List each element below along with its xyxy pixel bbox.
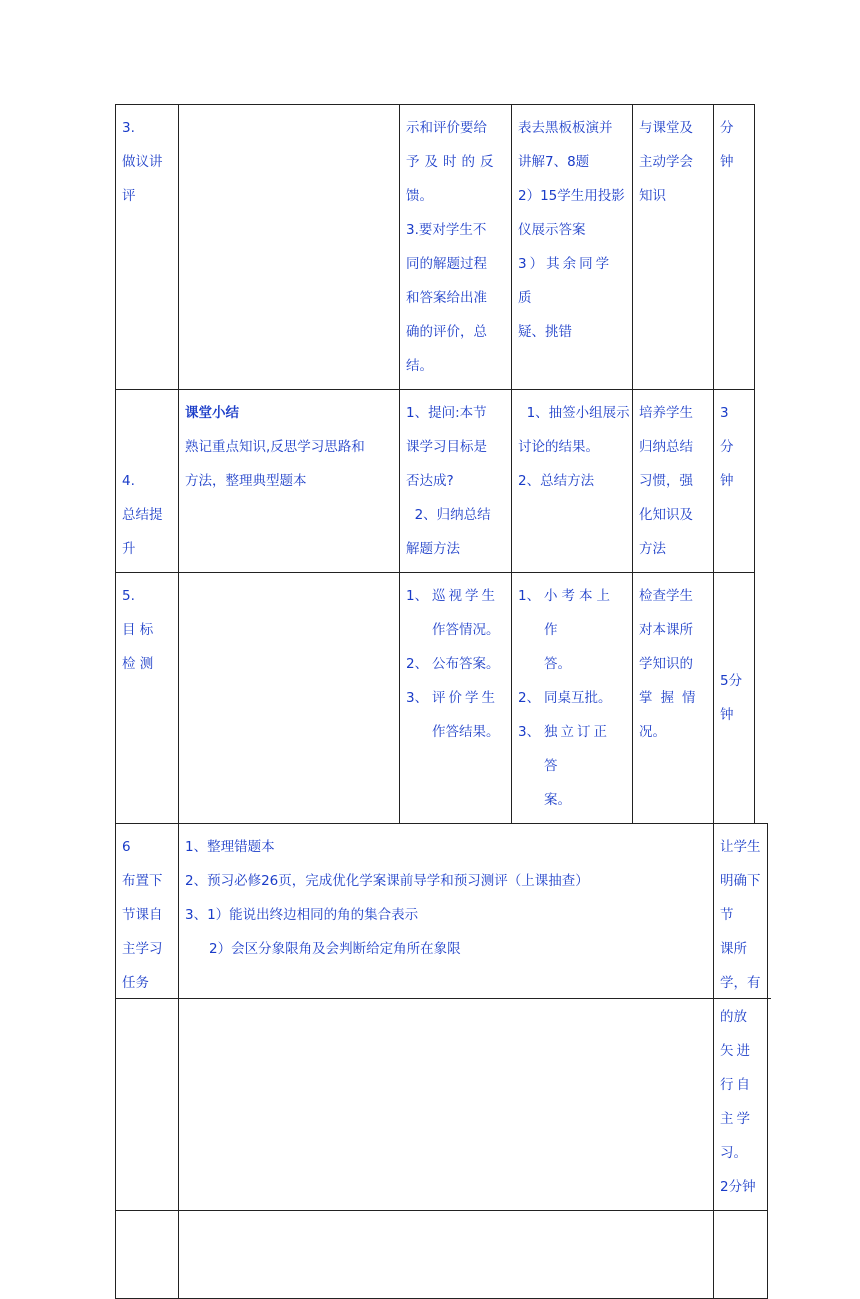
time-text: 钟 xyxy=(720,473,734,489)
content-cell xyxy=(179,573,400,824)
teacher-text: 课学习目标是 xyxy=(406,439,487,455)
intent-cell xyxy=(633,105,714,390)
intent-text: 学知识的 xyxy=(639,656,693,672)
teacher-text: 3.要对学生不 xyxy=(406,222,487,238)
time-cell xyxy=(714,390,755,573)
teacher-activity-cell xyxy=(400,105,512,390)
teacher-text: 确的评价，总 xyxy=(406,324,487,340)
step-text: 作答情况。 xyxy=(432,622,500,638)
lesson-plan-table xyxy=(115,104,768,1299)
student-activity-cell xyxy=(512,105,633,390)
teacher-text: 解题方法 xyxy=(406,541,460,557)
task-text: 1、整理错题本 xyxy=(185,839,275,855)
intent-text: 掌握情 xyxy=(639,690,704,706)
step-number: 2、 xyxy=(518,690,541,706)
table-row xyxy=(116,824,768,1211)
student-steps xyxy=(518,579,626,817)
list-item xyxy=(406,681,505,749)
step-number: 3、 xyxy=(406,690,429,706)
content-cell xyxy=(179,390,400,573)
student-activity-cell xyxy=(512,573,633,824)
student-text: 表去黑板板演并 xyxy=(518,120,613,136)
stage-text: 主学习 xyxy=(122,941,163,957)
teacher-text: 和答案给出准 xyxy=(406,290,487,306)
content-cell xyxy=(179,105,400,390)
intent-text: 习。 xyxy=(720,1145,747,1161)
stage-text: 4. xyxy=(122,473,135,489)
stage-text: 升 xyxy=(122,541,136,557)
step-number: 1、 xyxy=(406,588,429,604)
list-item xyxy=(406,647,505,681)
teacher-text: 否达成? xyxy=(406,473,454,489)
teacher-text: 2、归纳总结 xyxy=(406,507,491,523)
teacher-text: 1、提问:本节 xyxy=(406,405,487,421)
time-cell xyxy=(714,573,755,824)
time-cell xyxy=(714,105,755,390)
stage-text: 节课自 xyxy=(122,907,163,923)
task-text: 3、1）能说出终边相同的角的集合表示 xyxy=(185,907,419,923)
teacher-text: 结。 xyxy=(406,358,433,374)
table-row xyxy=(116,390,768,573)
intent-text: 2分钟 xyxy=(720,1179,756,1195)
stage-cell xyxy=(116,105,179,390)
time-text: 3 xyxy=(720,405,729,421)
student-text: 2）15学生用投影 xyxy=(518,188,625,204)
list-item xyxy=(518,579,626,681)
student-activity-cell xyxy=(512,390,633,573)
intent-text: 况。 xyxy=(639,724,666,740)
content-cell xyxy=(179,824,714,1211)
step-number: 2、 xyxy=(406,656,429,672)
student-text: 仪展示答案 xyxy=(518,222,586,238)
step-text: 案。 xyxy=(544,792,571,808)
intent-text: 知识 xyxy=(639,188,666,204)
stage-text: 6 xyxy=(122,839,131,855)
step-text: 作答结果。 xyxy=(432,724,500,740)
content-text: 方法，整理典型题本 xyxy=(185,473,307,489)
stage-text: 检 测 xyxy=(122,656,154,672)
teacher-text: 同的解题过程 xyxy=(406,256,487,272)
student-text: 1、抽签小组展示 xyxy=(518,405,630,421)
task-text: 2、预习必修26页，完成优化学案课前导学和预习测评（上课抽查） xyxy=(185,873,589,889)
list-item xyxy=(518,681,626,715)
time-text: 钟 xyxy=(720,707,734,723)
intent-text: 习惯，强 xyxy=(639,473,693,489)
stage-text: 3. xyxy=(122,120,135,136)
table-row xyxy=(116,1211,768,1299)
student-text: 2、总结方法 xyxy=(518,473,595,489)
time-text: 钟 xyxy=(720,154,734,170)
empty-cell xyxy=(179,1211,714,1299)
time-text: 分 xyxy=(720,120,734,136)
stage-cell xyxy=(116,824,179,1211)
teacher-text: 馈。 xyxy=(406,188,433,204)
intent-text: 化知识及 xyxy=(639,507,693,523)
intent-text: 让学生明确下节 xyxy=(720,839,761,923)
teacher-activity-cell xyxy=(400,390,512,573)
student-text: 3）其余同学质 xyxy=(518,256,613,306)
intent-text: 与课堂及 xyxy=(639,120,693,136)
intent-text: 方法 xyxy=(639,541,666,557)
table-row xyxy=(116,105,768,390)
divider xyxy=(115,998,771,999)
section-title: 课堂小结 xyxy=(185,405,239,421)
stage-text: 目 标 xyxy=(122,622,154,638)
content-text: 熟记重点知识,反思学习思路和 xyxy=(185,439,365,455)
student-text: 讲解7、8题 xyxy=(518,154,590,170)
intent-text: 培养学生 xyxy=(639,405,693,421)
intent-text: 矢进行自主学 xyxy=(720,1043,753,1127)
stage-text: 5. xyxy=(122,588,135,604)
step-text: 小考本上作 xyxy=(544,588,614,638)
empty-cell xyxy=(714,1211,768,1299)
table-row xyxy=(116,573,768,824)
teacher-text: 示和评价要给 xyxy=(406,120,487,136)
step-text: 评价学生 xyxy=(432,690,498,706)
stage-text: 布置下 xyxy=(122,873,163,889)
step-number: 3、 xyxy=(518,724,541,740)
teacher-steps xyxy=(406,579,505,749)
intent-text: 主动学会 xyxy=(639,154,693,170)
intent-text: 对本课所 xyxy=(639,622,693,638)
stage-cell xyxy=(116,390,179,573)
intent-cell xyxy=(633,573,714,824)
student-text: 讨论的结果。 xyxy=(518,439,599,455)
step-text: 答。 xyxy=(544,656,571,672)
task-text: 2）会区分象限角及会判断给定角所在象限 xyxy=(209,941,461,957)
stage-cell xyxy=(116,573,179,824)
teacher-activity-cell xyxy=(400,573,512,824)
step-text: 同桌互批。 xyxy=(544,690,612,706)
list-item xyxy=(406,579,505,647)
step-text: 公布答案。 xyxy=(432,656,500,672)
student-text: 疑、挑错 xyxy=(518,324,572,340)
list-item xyxy=(518,715,626,817)
intent-text: 课所学，有的放 xyxy=(720,941,761,1025)
intent-text: 归纳总结 xyxy=(639,439,693,455)
step-number: 1、 xyxy=(518,588,541,604)
stage-text: 任务 xyxy=(122,975,149,991)
stage-text: 评 xyxy=(122,188,136,204)
time-text: 分 xyxy=(720,439,734,455)
intent-text: 检查学生 xyxy=(639,588,693,604)
intent-cell xyxy=(714,824,768,1211)
teacher-text: 予及时的反 xyxy=(406,154,499,170)
stage-text: 做议讲 xyxy=(122,154,163,170)
stage-text: 总结提 xyxy=(122,507,163,523)
time-text: 5分 xyxy=(720,673,743,689)
intent-cell xyxy=(633,390,714,573)
step-text: 独立订正答 xyxy=(544,724,610,774)
empty-cell xyxy=(116,1211,179,1299)
step-text: 巡视学生 xyxy=(432,588,498,604)
